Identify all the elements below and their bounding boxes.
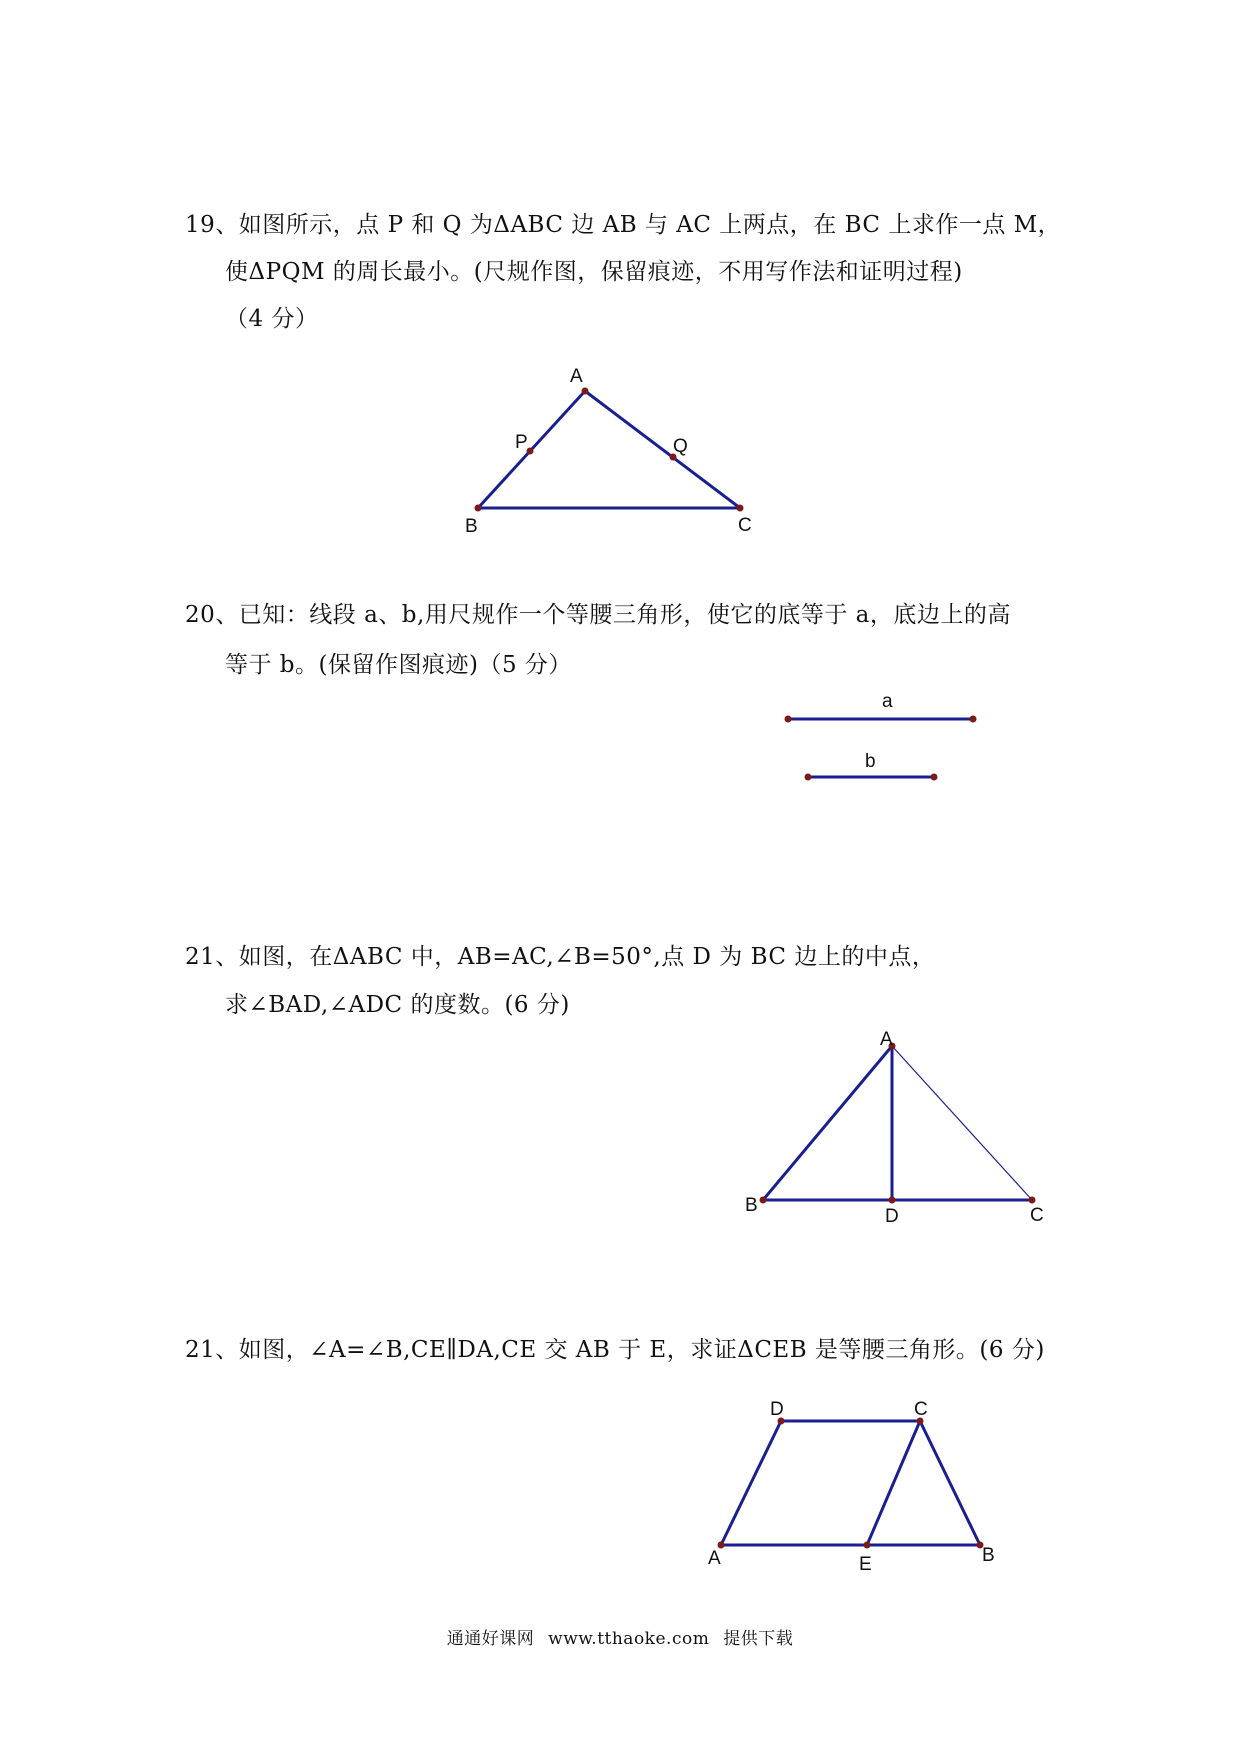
question-21a-line-1: 21、如图，在ΔABC 中，AB=AC,∠B=50°,点 D 为 BC 边上的中点，	[185, 944, 936, 970]
label-d: D	[770, 1399, 784, 1420]
footer-suffix: 提供下载	[723, 1629, 794, 1649]
question-20-line-1: 20、已知：线段 a、b,用尺规作一个等腰三角形，使它的底等于 a，底边上的高	[185, 602, 1011, 628]
question-21a-line-2: 求∠BAD,∠ADC 的度数。(6 分)	[225, 992, 570, 1018]
label-b: B	[982, 1545, 995, 1566]
question-19-line-2: 使ΔPQM 的周长最小。(尺规作图，保留痕迹，不用写作法和证明过程)	[225, 259, 963, 285]
page-footer	[0, 1627, 1240, 1651]
label-c: C	[1030, 1205, 1044, 1226]
segment-cb	[920, 1421, 980, 1545]
label-a: A	[880, 1029, 893, 1050]
point-e	[864, 1542, 871, 1549]
label-a: A	[570, 366, 583, 387]
label-q: Q	[673, 436, 688, 457]
label-a: A	[708, 1548, 721, 1569]
label-b: B	[745, 1195, 758, 1216]
label-c: C	[914, 1399, 928, 1420]
label-d: D	[885, 1206, 899, 1227]
footer-url[interactable]: www.tthaoke.com	[548, 1629, 710, 1649]
label-e: E	[859, 1554, 872, 1575]
label-segment-b: b	[865, 751, 876, 772]
label-c: C	[738, 515, 752, 536]
label-b: B	[465, 516, 478, 537]
label-p: P	[515, 432, 528, 453]
segment-ce	[867, 1421, 920, 1545]
question-19-line-1: 19、如图所示，点 P 和 Q 为ΔABC 边 AB 与 AC 上两点，在 BC 上求作一点 M，	[185, 212, 1062, 238]
segment-da	[721, 1421, 781, 1545]
question-21b-line-1: 21、如图，∠A=∠B,CE∥DA,CE 交 AB 于 E，求证ΔCEB 是等腰三角形。(6 分)	[185, 1337, 1045, 1363]
footer-site-name: 通通好课网	[446, 1629, 535, 1649]
question-20-line-2: 等于 b。(保留作图痕迹)（5 分）	[225, 652, 572, 678]
label-segment-a: a	[882, 691, 893, 712]
question-19-score: （4 分）	[225, 306, 319, 332]
